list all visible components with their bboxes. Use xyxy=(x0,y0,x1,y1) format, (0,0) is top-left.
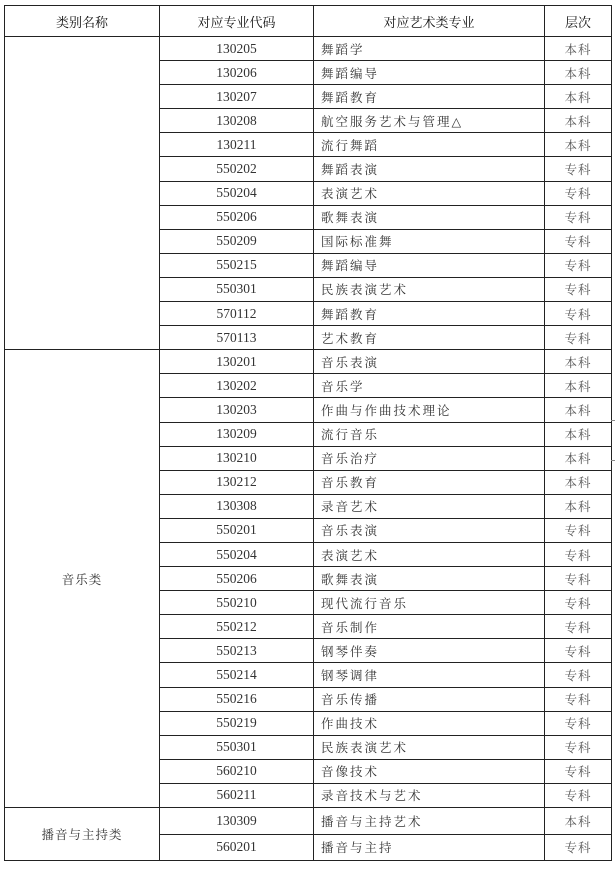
code-cell: 130206 xyxy=(160,61,314,85)
level-cell: 专科 xyxy=(545,229,612,253)
level-cell: 专科 xyxy=(545,834,612,861)
major-cell: 音乐教育 xyxy=(314,470,545,494)
code-cell: 130203 xyxy=(160,398,314,422)
level-cell: 专科 xyxy=(545,518,612,542)
major-cell: 流行音乐 xyxy=(314,422,545,446)
code-cell: 550206 xyxy=(160,567,314,591)
major-cell: 钢琴调律 xyxy=(314,663,545,687)
major-cell: 音乐制作 xyxy=(314,615,545,639)
major-cell: 舞蹈教育 xyxy=(314,85,545,109)
majors-table xyxy=(4,5,612,861)
major-cell: 航空服务艺术与管理△ xyxy=(314,109,545,133)
major-cell: 艺术教育 xyxy=(314,326,545,350)
level-cell: 专科 xyxy=(545,302,612,326)
code-cell: 550210 xyxy=(160,591,314,615)
code-cell: 550202 xyxy=(160,157,314,181)
major-cell: 表演艺术 xyxy=(314,542,545,566)
major-cell: 歌舞表演 xyxy=(314,567,545,591)
category-cell: 播音与主持类 xyxy=(5,808,160,861)
major-cell: 作曲与作曲技术理论 xyxy=(314,398,545,422)
code-cell: 560211 xyxy=(160,783,314,807)
level-cell: 本科 xyxy=(545,37,612,61)
level-cell: 专科 xyxy=(545,277,612,301)
level-cell: 本科 xyxy=(545,398,612,422)
major-cell: 国际标准舞 xyxy=(314,229,545,253)
margin-mark xyxy=(611,420,615,421)
major-cell: 音乐表演 xyxy=(314,518,545,542)
level-cell: 本科 xyxy=(545,422,612,446)
level-cell: 本科 xyxy=(545,109,612,133)
code-cell: 550212 xyxy=(160,615,314,639)
major-cell: 表演艺术 xyxy=(314,181,545,205)
major-cell: 录音艺术 xyxy=(314,494,545,518)
major-cell: 舞蹈编导 xyxy=(314,253,545,277)
level-cell: 专科 xyxy=(545,615,612,639)
level-cell: 专科 xyxy=(545,205,612,229)
level-cell: 专科 xyxy=(545,783,612,807)
major-cell: 音像技术 xyxy=(314,759,545,783)
code-cell: 550204 xyxy=(160,181,314,205)
code-cell: 550204 xyxy=(160,542,314,566)
category-cell xyxy=(5,37,160,350)
header-level: 层次 xyxy=(545,6,612,37)
major-cell: 流行舞蹈 xyxy=(314,133,545,157)
code-cell: 130209 xyxy=(160,422,314,446)
code-cell: 570112 xyxy=(160,302,314,326)
major-cell: 作曲技术 xyxy=(314,711,545,735)
code-cell: 130205 xyxy=(160,37,314,61)
major-cell: 播音与主持艺术 xyxy=(314,808,545,835)
level-cell: 专科 xyxy=(545,253,612,277)
code-cell: 130208 xyxy=(160,109,314,133)
header-major: 对应艺术类专业 xyxy=(314,6,545,37)
major-cell: 现代流行音乐 xyxy=(314,591,545,615)
major-cell: 舞蹈教育 xyxy=(314,302,545,326)
code-cell: 130201 xyxy=(160,350,314,374)
level-cell: 本科 xyxy=(545,85,612,109)
table-row xyxy=(5,808,612,835)
level-cell: 专科 xyxy=(545,567,612,591)
level-cell: 本科 xyxy=(545,133,612,157)
code-cell: 550209 xyxy=(160,229,314,253)
code-cell: 570113 xyxy=(160,326,314,350)
level-cell: 本科 xyxy=(545,350,612,374)
header-row xyxy=(5,6,612,37)
code-cell: 130212 xyxy=(160,470,314,494)
table-row xyxy=(5,37,612,61)
major-cell: 舞蹈学 xyxy=(314,37,545,61)
code-cell: 550213 xyxy=(160,639,314,663)
code-cell: 560201 xyxy=(160,834,314,861)
major-cell: 播音与主持 xyxy=(314,834,545,861)
major-cell: 钢琴伴奏 xyxy=(314,639,545,663)
major-cell: 舞蹈编导 xyxy=(314,61,545,85)
major-cell: 民族表演艺术 xyxy=(314,277,545,301)
margin-mark xyxy=(611,460,615,461)
major-cell: 录音技术与艺术 xyxy=(314,783,545,807)
level-cell: 本科 xyxy=(545,446,612,470)
level-cell: 本科 xyxy=(545,374,612,398)
code-cell: 550206 xyxy=(160,205,314,229)
header-code: 对应专业代码 xyxy=(160,6,314,37)
major-cell: 民族表演艺术 xyxy=(314,735,545,759)
level-cell: 专科 xyxy=(545,735,612,759)
level-cell: 本科 xyxy=(545,808,612,835)
major-cell: 音乐治疗 xyxy=(314,446,545,470)
level-cell: 本科 xyxy=(545,494,612,518)
code-cell: 550215 xyxy=(160,253,314,277)
level-cell: 专科 xyxy=(545,687,612,711)
code-cell: 130309 xyxy=(160,808,314,835)
table-row xyxy=(5,350,612,374)
level-cell: 专科 xyxy=(545,542,612,566)
major-cell: 音乐表演 xyxy=(314,350,545,374)
level-cell: 专科 xyxy=(545,759,612,783)
code-cell: 130202 xyxy=(160,374,314,398)
code-cell: 550301 xyxy=(160,277,314,301)
level-cell: 专科 xyxy=(545,711,612,735)
code-cell: 550214 xyxy=(160,663,314,687)
code-cell: 550201 xyxy=(160,518,314,542)
code-cell: 550219 xyxy=(160,711,314,735)
level-cell: 专科 xyxy=(545,181,612,205)
header-category: 类别名称 xyxy=(5,6,160,37)
level-cell: 专科 xyxy=(545,639,612,663)
major-cell: 音乐传播 xyxy=(314,687,545,711)
code-cell: 130207 xyxy=(160,85,314,109)
level-cell: 专科 xyxy=(545,591,612,615)
major-cell: 舞蹈表演 xyxy=(314,157,545,181)
code-cell: 560210 xyxy=(160,759,314,783)
major-cell: 音乐学 xyxy=(314,374,545,398)
code-cell: 550301 xyxy=(160,735,314,759)
level-cell: 本科 xyxy=(545,61,612,85)
level-cell: 专科 xyxy=(545,663,612,687)
code-cell: 130308 xyxy=(160,494,314,518)
major-cell: 歌舞表演 xyxy=(314,205,545,229)
level-cell: 本科 xyxy=(545,470,612,494)
category-cell: 音乐类 xyxy=(5,350,160,808)
code-cell: 130211 xyxy=(160,133,314,157)
code-cell: 130210 xyxy=(160,446,314,470)
level-cell: 专科 xyxy=(545,326,612,350)
level-cell: 专科 xyxy=(545,157,612,181)
code-cell: 550216 xyxy=(160,687,314,711)
